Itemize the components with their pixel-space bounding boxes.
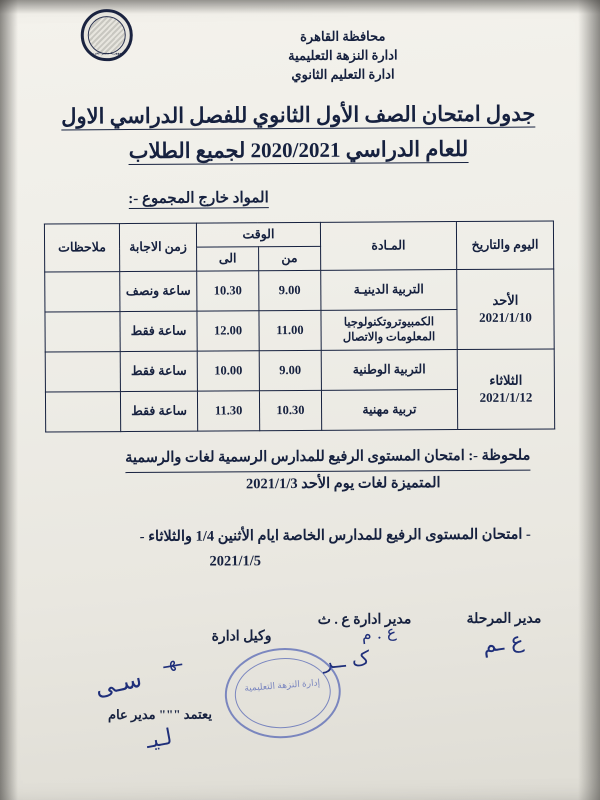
signature-label-admin-manager: مدير ادارة ع . ث — [317, 612, 412, 628]
header-line-governorate: محافظة القاهرة — [300, 28, 386, 44]
cell-from-1: 9.00 — [259, 270, 321, 310]
cell-from-3: 9.00 — [259, 350, 321, 390]
emblem-label: جمهورية مصر العربية — [89, 50, 125, 56]
day-name-1: الأحد — [492, 292, 519, 309]
cell-answer-time-3: ساعة فقط — [120, 351, 197, 391]
cell-day-date-1 — [457, 269, 555, 350]
page-subtitle — [0, 136, 599, 165]
table-row — [45, 349, 554, 392]
header-authority-lines — [228, 27, 458, 85]
cell-notes-4 — [45, 392, 120, 432]
page-subtitle-text: للعام الدراسي 2020/2021 لجميع الطلاب — [128, 136, 469, 164]
official-stamp-icon — [222, 644, 344, 743]
handwritten-signature-3-icon: ﺳـﯽ — [92, 664, 145, 702]
cell-notes-1 — [45, 272, 120, 312]
th-from: من — [259, 246, 321, 270]
out-of-total-note-text: المواد خارج المجموع -: — [128, 190, 269, 208]
out-of-total-note — [128, 188, 269, 208]
cell-day-date-2 — [457, 349, 555, 430]
footnotes — [80, 444, 531, 576]
handwritten-signature-4-icon: ﻟـﯿـ — [143, 724, 175, 755]
cell-to-3: 10.00 — [197, 351, 259, 391]
th-answer-time: زمن الاجابة — [119, 223, 196, 271]
handwritten-signature-2-icon: ک ــر — [321, 645, 371, 674]
page-title-text: جدول امتحان الصف الأول الثانوي للفصل الدراسي الاول — [61, 101, 536, 129]
signature-label-stage-manager: مدير المرحلة — [466, 611, 542, 627]
signature-label-approved-by: يعتمد """ مدير عام — [107, 706, 212, 723]
signature-label-deputy: وكيل ادارة — [211, 629, 272, 645]
cell-notes-3 — [45, 352, 120, 392]
th-day-date: اليوم والتاريخ — [456, 221, 553, 270]
day-date-1: 2021/1/10 — [479, 309, 532, 325]
cell-from-4: 10.30 — [259, 390, 321, 430]
footnote-line-2: المتميزة لغات يوم الأحد 2021/1/3 — [245, 475, 441, 493]
table-body — [45, 269, 555, 432]
national-emblem-icon — [81, 9, 133, 61]
header-line-directorate: ادارة النزهة التعليمية — [288, 47, 398, 63]
emblem-inner — [88, 16, 126, 54]
day-date-2: 2021/1/12 — [479, 389, 533, 405]
table-head — [44, 221, 553, 272]
cell-subject-1: التربية الدينيـة — [320, 270, 456, 311]
handwritten-signature-icon: ع ـم — [480, 627, 526, 659]
cell-subject-4: تربية مهنية — [321, 390, 457, 431]
page-title — [0, 101, 598, 130]
stamp-text: إدارة النزهة التعليمية — [244, 677, 321, 693]
cell-to-4: 11.30 — [198, 391, 260, 431]
footnote-line-4: 2021/1/5 — [209, 553, 262, 570]
th-subject: المـادة — [320, 222, 456, 271]
cell-answer-time-2: ساعة فقط — [120, 311, 197, 351]
cell-from-2: 11.00 — [259, 310, 321, 350]
cell-to-1: 10.30 — [197, 271, 259, 311]
header-line-department: ادارة التعليم الثانوي — [291, 66, 395, 82]
cell-to-2: 12.00 — [197, 311, 259, 351]
cell-answer-time-1: ساعة ونصف — [120, 271, 197, 311]
table-row — [45, 269, 554, 312]
handwritten-note-icon: ع . م — [360, 621, 398, 645]
th-to: الى — [197, 247, 259, 271]
table-header-row-1 — [44, 221, 553, 248]
cell-subject-3: التربية الوطنية — [321, 350, 457, 391]
cell-answer-time-4: ساعة فقط — [120, 391, 197, 431]
cell-subject-2: الكمبيوتروتكنولوجيا المعلومات والاتصال — [321, 310, 457, 351]
th-time-group: الوقت — [197, 222, 321, 247]
cell-notes-2 — [45, 312, 120, 352]
exam-schedule-table — [44, 220, 555, 432]
footnote-line-3: - امتحان المستوى الرفيع للمدارس الخاصة ايام الأثنين 1/4 والثلاثاء - — [139, 526, 531, 545]
day-name-2: الثلاثاء — [489, 372, 523, 389]
th-notes: ملاحظات — [44, 224, 119, 272]
footnote-line-1: ملحوظة -: امتحان المستوى الرفيع للمدارس الرسمية لغات والرسمية — [125, 444, 530, 474]
handwritten-date-icon: ـهـ — [161, 649, 184, 674]
